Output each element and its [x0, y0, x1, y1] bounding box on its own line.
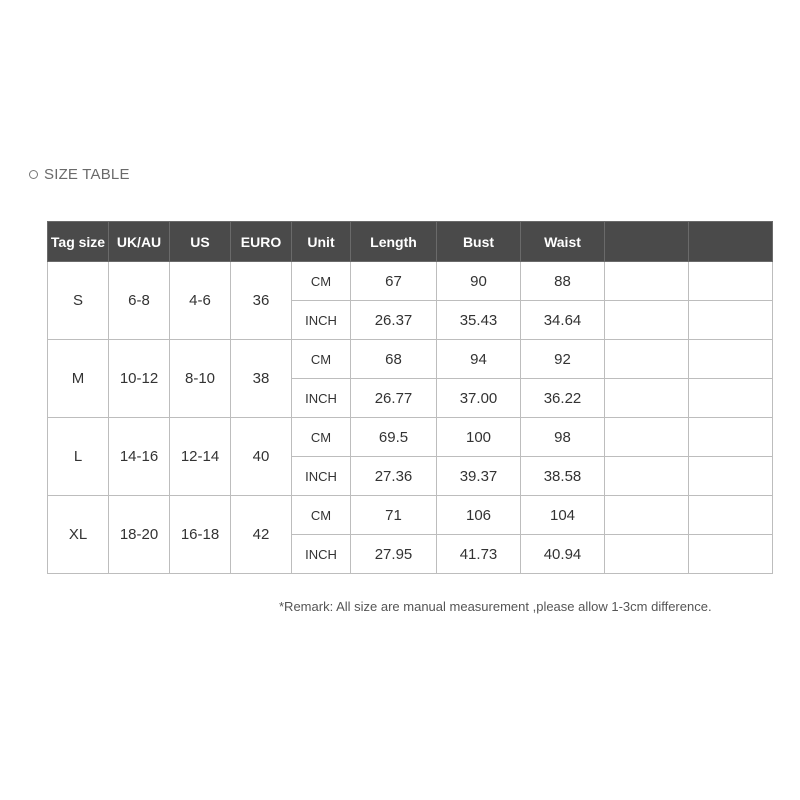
cell-unit: INCH [292, 301, 351, 340]
header-empty-2 [689, 222, 773, 262]
cell-length: 71 [351, 496, 437, 535]
size-table [47, 221, 773, 574]
cell-euro: 36 [231, 262, 292, 340]
cell-unit: INCH [292, 457, 351, 496]
cell-bust: 39.37 [437, 457, 521, 496]
cell-unit: CM [292, 496, 351, 535]
cell-empty [605, 340, 689, 379]
cell-empty [689, 262, 773, 301]
cell-length: 67 [351, 262, 437, 301]
header-unit: Unit [292, 222, 351, 262]
cell-tag-size: XL [48, 496, 109, 574]
cell-empty [605, 301, 689, 340]
cell-euro: 42 [231, 496, 292, 574]
cell-empty [605, 418, 689, 457]
cell-uk-au: 18-20 [109, 496, 170, 574]
cell-unit: INCH [292, 379, 351, 418]
cell-waist: 88 [521, 262, 605, 301]
cell-length: 68 [351, 340, 437, 379]
cell-bust: 41.73 [437, 535, 521, 574]
cell-waist: 34.64 [521, 301, 605, 340]
table-row [48, 418, 773, 457]
cell-bust: 100 [437, 418, 521, 457]
cell-euro: 40 [231, 418, 292, 496]
cell-bust: 106 [437, 496, 521, 535]
cell-length: 26.37 [351, 301, 437, 340]
cell-empty [689, 301, 773, 340]
cell-empty [605, 457, 689, 496]
cell-empty [689, 457, 773, 496]
cell-empty [605, 262, 689, 301]
header-bust: Bust [437, 222, 521, 262]
table-header-row [48, 222, 773, 262]
cell-waist: 92 [521, 340, 605, 379]
cell-unit: CM [292, 418, 351, 457]
cell-us: 8-10 [170, 340, 231, 418]
table-body [48, 262, 773, 574]
cell-length: 27.95 [351, 535, 437, 574]
cell-unit: CM [292, 262, 351, 301]
cell-length: 27.36 [351, 457, 437, 496]
cell-tag-size: L [48, 418, 109, 496]
header-length: Length [351, 222, 437, 262]
cell-empty [689, 340, 773, 379]
cell-euro: 38 [231, 340, 292, 418]
circle-icon [29, 170, 38, 179]
header-euro: EURO [231, 222, 292, 262]
cell-bust: 37.00 [437, 379, 521, 418]
cell-waist: 104 [521, 496, 605, 535]
cell-length: 69.5 [351, 418, 437, 457]
cell-us: 12-14 [170, 418, 231, 496]
cell-bust: 90 [437, 262, 521, 301]
cell-unit: INCH [292, 535, 351, 574]
cell-us: 16-18 [170, 496, 231, 574]
header-uk-au: UK/AU [109, 222, 170, 262]
remark-text: *Remark: All size are manual measurement ,please allow 1-3cm difference. [279, 599, 712, 614]
cell-empty [605, 379, 689, 418]
header-waist: Waist [521, 222, 605, 262]
cell-uk-au: 14-16 [109, 418, 170, 496]
cell-empty [689, 535, 773, 574]
cell-empty [689, 496, 773, 535]
cell-bust: 35.43 [437, 301, 521, 340]
cell-empty [689, 418, 773, 457]
cell-unit: CM [292, 340, 351, 379]
cell-tag-size: S [48, 262, 109, 340]
table-row [48, 340, 773, 379]
section-title-text: SIZE TABLE [44, 166, 130, 183]
cell-bust: 94 [437, 340, 521, 379]
cell-uk-au: 6-8 [109, 262, 170, 340]
cell-empty [605, 496, 689, 535]
cell-uk-au: 10-12 [109, 340, 170, 418]
cell-us: 4-6 [170, 262, 231, 340]
header-tag-size: Tag size [48, 222, 109, 262]
cell-tag-size: M [48, 340, 109, 418]
header-us: US [170, 222, 231, 262]
table-row [48, 262, 773, 301]
cell-empty [605, 535, 689, 574]
table-row [48, 496, 773, 535]
section-title [29, 166, 130, 183]
cell-waist: 40.94 [521, 535, 605, 574]
cell-waist: 38.58 [521, 457, 605, 496]
header-empty-1 [605, 222, 689, 262]
cell-empty [689, 379, 773, 418]
cell-waist: 98 [521, 418, 605, 457]
cell-waist: 36.22 [521, 379, 605, 418]
cell-length: 26.77 [351, 379, 437, 418]
